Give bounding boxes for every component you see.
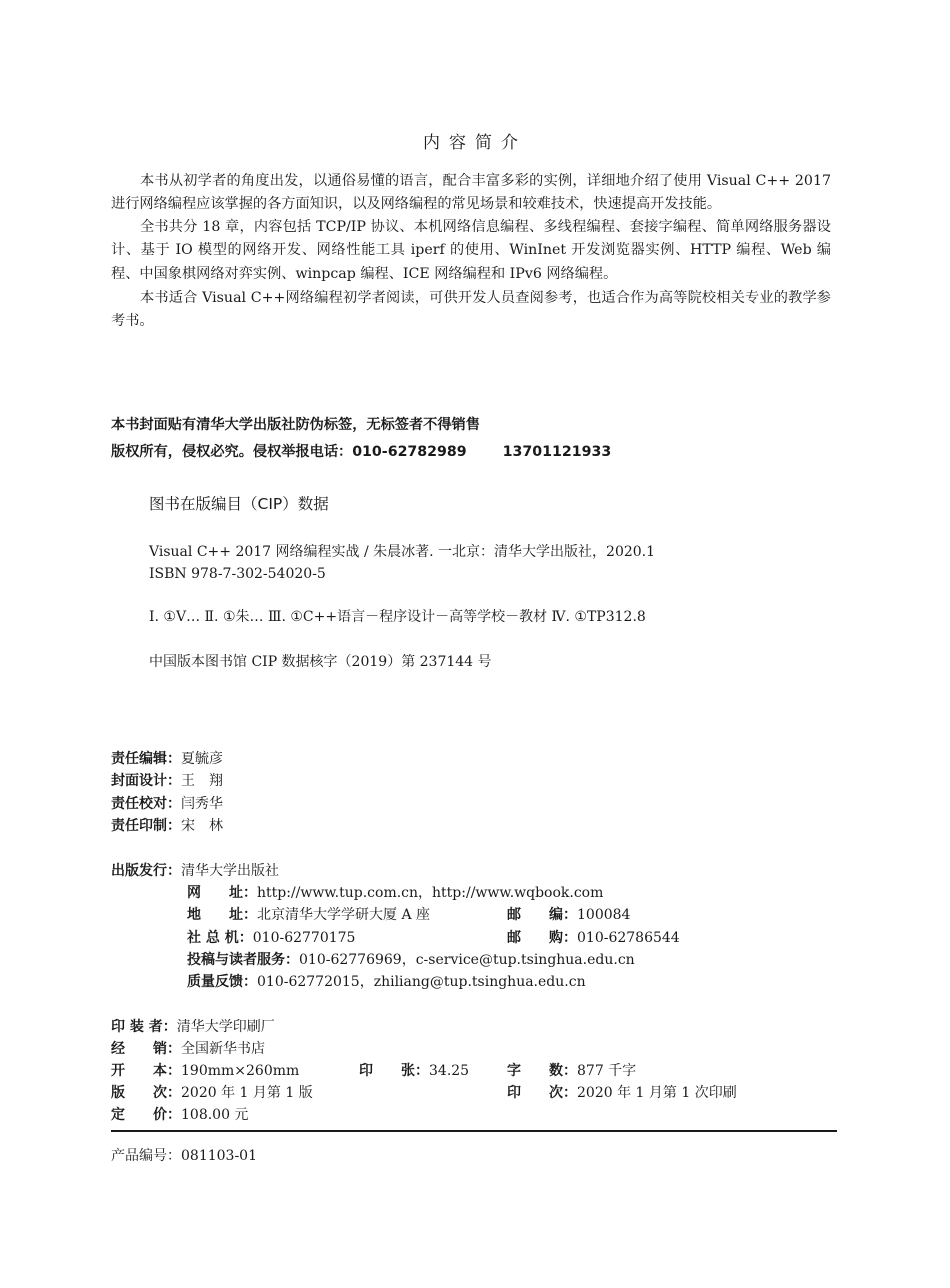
publisher-mailorder-row bbox=[507, 927, 680, 947]
edition-row bbox=[111, 1082, 313, 1102]
word-count-label: 字 数： bbox=[507, 1063, 577, 1079]
intro-paragraph-3: 本书适合 Visual C++网络编程初学者阅读，可供开发人员查阅参考，也适合作为高等院校相关专业的教学参考书。 bbox=[111, 290, 831, 330]
intro-paragraph-1: 本书从初学者的角度出发，以通俗易懂的语言，配合丰富多彩的实例，详细地介绍了使用 Visual C++ 2017 进行网络编程应该掌握的各方面知识，以及网络编程的常见场景和较难技术，快速提高开发技能。 bbox=[111, 173, 831, 213]
printer-value: 清华大学印刷厂 bbox=[176, 1019, 275, 1035]
publisher-name: 清华大学出版社 bbox=[181, 863, 279, 879]
divider-rule bbox=[111, 1130, 837, 1132]
product-code-row bbox=[111, 1145, 257, 1165]
copyright-notice-phone: 13701121933 bbox=[502, 444, 612, 460]
price-value: 108.00 元 bbox=[181, 1107, 249, 1123]
cip-book-entry: Visual C++ 2017 网络编程实战 / 朱晨冰著. 一北京：清华大学出版社，2020.1 bbox=[149, 544, 656, 560]
zip-label: 邮 编： bbox=[507, 907, 577, 923]
intro-title: 内容简介 bbox=[423, 133, 527, 153]
copyright-notice-text: 版权所有，侵权必究。侵权举报电话：010-62782989 bbox=[111, 444, 467, 460]
printer-label: 印 装 者： bbox=[111, 1019, 177, 1035]
credit-value: 夏毓彦 bbox=[181, 751, 223, 767]
website-value: http://www.tup.com.cn，http://www.wqbook.com bbox=[257, 885, 604, 901]
credit-value: 王 翔 bbox=[181, 773, 223, 789]
product-code-value: 081103-01 bbox=[181, 1148, 257, 1164]
credit-value: 宋 林 bbox=[181, 818, 223, 834]
cip-title: 图书在版编目（CIP）数据 bbox=[149, 495, 329, 513]
intro-paragraph-2: 全书共分 18 章，内容包括 TCP/IP 协议、本机网络信息编程、多线程编程、套接字编程、简单网络服务器设计、基于 IO 模型的网络开发、网络性能工具 iperf 的使用、WinInet 开发浏览器实例、HTTP 编程、Web 编程、中国象棋网络对弈实例、winpcap 编程、ICE 网络编程和 IPv6 网络编程。 bbox=[111, 219, 831, 282]
credit-print-manager bbox=[111, 815, 223, 835]
sheets-value: 34.25 bbox=[429, 1063, 470, 1079]
format-label: 开 本： bbox=[111, 1063, 181, 1079]
copyright-notice bbox=[111, 441, 611, 461]
submission-value: 010-62776969，c-service@tup.tsinghua.edu.cn bbox=[299, 952, 635, 968]
submission-label: 投稿与读者服务： bbox=[187, 952, 299, 968]
switchboard-label: 社 总 机： bbox=[187, 930, 253, 946]
edition-value: 2020 年 1 月第 1 版 bbox=[181, 1085, 313, 1101]
price-row bbox=[111, 1104, 248, 1124]
sheets-row bbox=[359, 1060, 469, 1080]
anti-counterfeit-notice: 本书封面贴有清华大学出版社防伪标签，无标签者不得销售 bbox=[111, 417, 480, 433]
product-code-label: 产品编号： bbox=[111, 1148, 181, 1164]
publisher-website-row bbox=[187, 882, 603, 902]
quality-label: 质量反馈： bbox=[187, 974, 257, 990]
quality-value: 010-62772015，zhiliang@tup.tsinghua.edu.cn bbox=[257, 974, 586, 990]
distributor-label: 经 销： bbox=[111, 1041, 181, 1057]
cip-classification: Ⅰ. ①V… Ⅱ. ①朱… Ⅲ. ①C++语言－程序设计－高等学校－教材 Ⅳ. ①TP312.8 bbox=[149, 609, 646, 625]
distributor-row bbox=[111, 1038, 265, 1058]
mailorder-value: 010-62786544 bbox=[577, 930, 680, 946]
website-label: 网 址： bbox=[187, 885, 257, 901]
credit-editor bbox=[111, 748, 223, 768]
credit-value: 闫秀华 bbox=[181, 796, 223, 812]
publisher-address-row bbox=[187, 904, 430, 924]
word-count-row bbox=[507, 1060, 636, 1080]
cip-isbn: ISBN 978-7-302-54020-5 bbox=[149, 566, 326, 582]
credit-label: 责任校对： bbox=[111, 796, 181, 812]
publisher-switchboard-row bbox=[187, 927, 355, 947]
edition-label: 版 次： bbox=[111, 1085, 181, 1101]
credit-label: 封面设计： bbox=[111, 773, 181, 789]
publisher-row bbox=[111, 860, 279, 880]
price-label: 定 价： bbox=[111, 1107, 181, 1123]
format-row bbox=[111, 1060, 299, 1080]
publisher-zip-row bbox=[507, 904, 630, 924]
word-count-value: 877 千字 bbox=[577, 1063, 637, 1079]
publisher-quality-row bbox=[187, 971, 586, 991]
publisher-label: 出版发行： bbox=[111, 863, 181, 879]
address-label: 地 址： bbox=[187, 907, 257, 923]
printer-row bbox=[111, 1016, 275, 1036]
printing-label: 印 次： bbox=[507, 1085, 577, 1101]
publisher-submission-row bbox=[187, 949, 635, 969]
switchboard-value: 010-62770175 bbox=[252, 930, 356, 946]
format-value: 190mm×260mm bbox=[181, 1063, 300, 1079]
distributor-value: 全国新华书店 bbox=[181, 1041, 265, 1057]
mailorder-label: 邮 购： bbox=[507, 930, 577, 946]
printing-row bbox=[507, 1082, 737, 1102]
credit-cover-design bbox=[111, 770, 223, 790]
cip-record-number: 中国版本图书馆 CIP 数据核字（2019）第 237144 号 bbox=[149, 654, 492, 670]
credit-label: 责任编辑： bbox=[111, 751, 181, 767]
address-value: 北京清华大学学研大厦 A 座 bbox=[257, 907, 431, 923]
sheets-label: 印 张： bbox=[359, 1063, 429, 1079]
credit-label: 责任印制： bbox=[111, 818, 181, 834]
zip-value: 100084 bbox=[577, 907, 631, 923]
credit-proofreader bbox=[111, 793, 223, 813]
printing-value: 2020 年 1 月第 1 次印刷 bbox=[577, 1085, 737, 1101]
